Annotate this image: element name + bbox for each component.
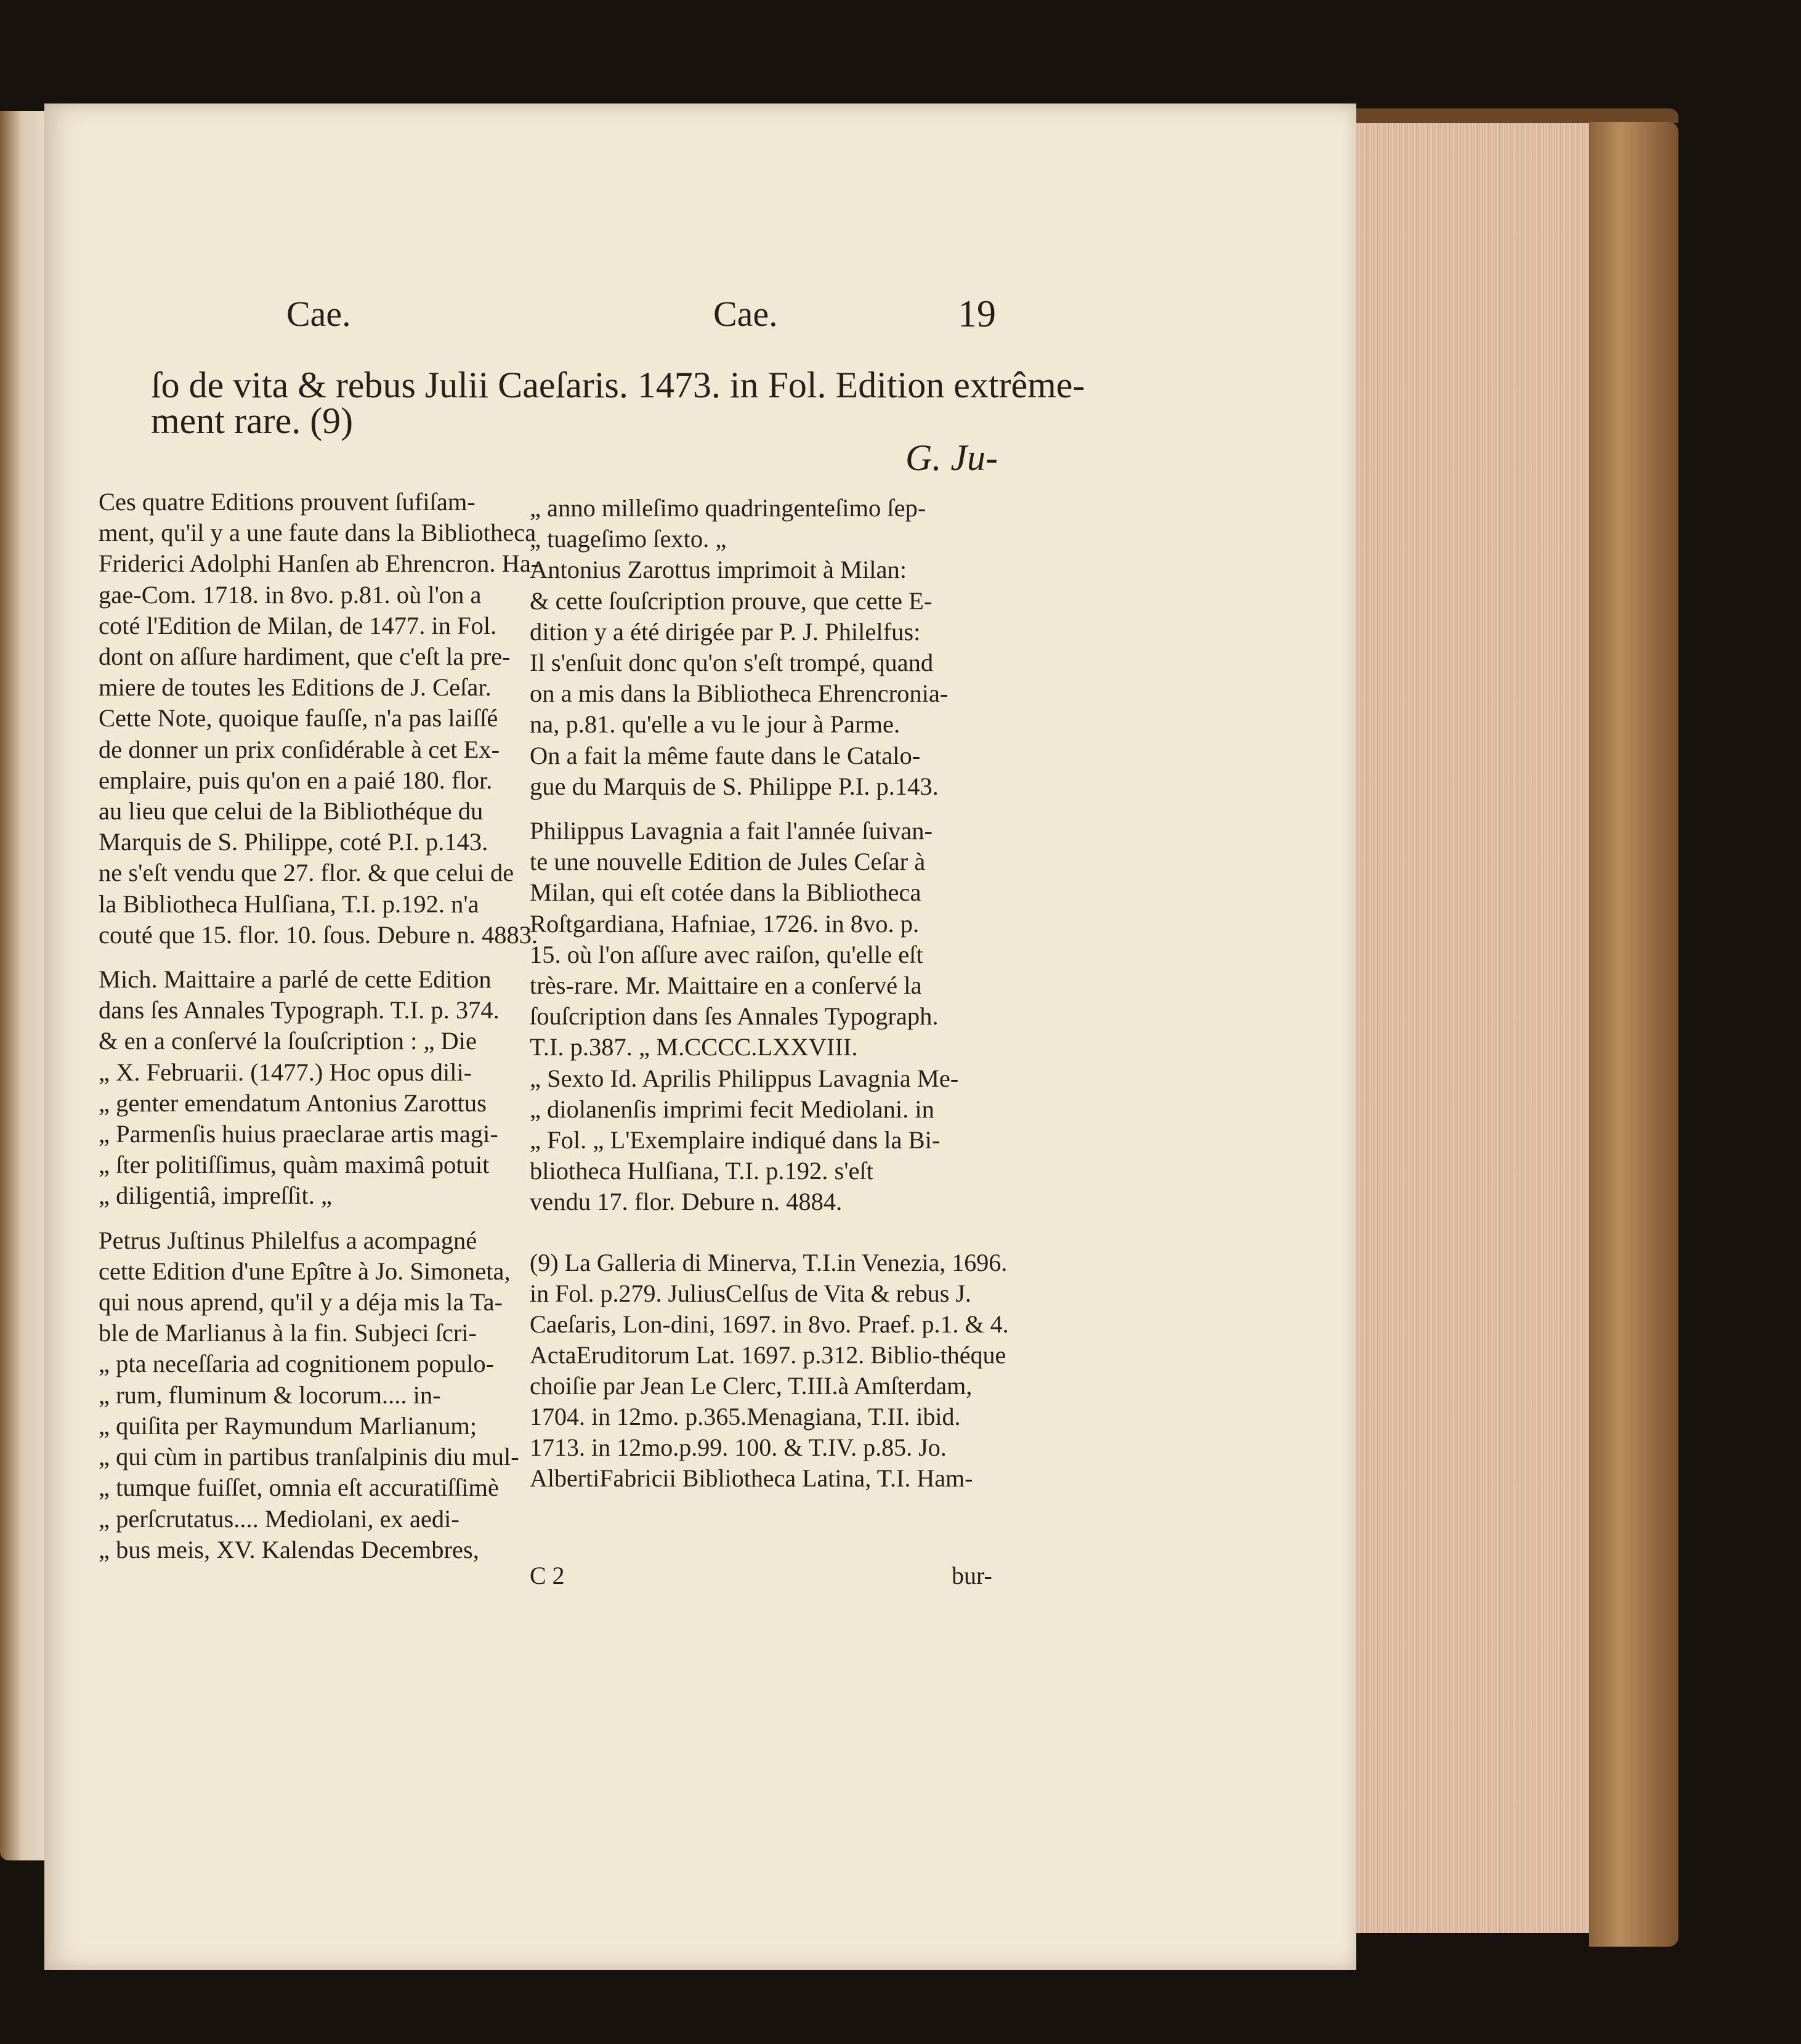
- footnote-line: dini, 1697. in 8vo. Praef. p.1. & 4. Acta: [530, 1310, 1009, 1369]
- text-line: ble de Marlianus à la fin. Subjeci ſcri-: [99, 1319, 477, 1347]
- text-line: on a mis dans la Bibliotheca Ehrencronia-: [530, 679, 949, 708]
- text-line: ment, qu'il y a une faute dans la Bibliotheca: [99, 519, 536, 547]
- footnote-line: Fabricii Bibliotheca Latina, T.I. Ham-: [599, 1464, 973, 1492]
- text-line: couté que 15. flor. 10. ſous. Debure n. 4883.: [99, 920, 538, 949]
- page-catchword: bur-: [952, 1562, 992, 1589]
- text-line: au lieu que celui de la Bibliothéque du: [99, 797, 484, 825]
- text-line: & cette ſouſcription prouve, que cette E-: [530, 586, 933, 615]
- text-line: dition y a été dirigée par P. J. Philelfus:: [530, 617, 921, 646]
- text-line: Ces quatre Editions prouvent ſufiſam-: [99, 488, 476, 516]
- page-block-edges: [1334, 108, 1629, 1933]
- text-line: ne s'eſt vendu que 27. flor. & que celui de: [99, 859, 514, 887]
- text-line: très-rare. Mr. Maittaire en a conſervé la: [530, 971, 922, 1000]
- text-line: Roſtgardiana, Hafniae, 1726. in 8vo. p.: [530, 909, 920, 938]
- text-line: „ Fol. „ L'Exemplaire indiqué dans la Bi-: [530, 1126, 941, 1154]
- signature-mark: C 2: [530, 1562, 565, 1589]
- book-cover-top: [1334, 108, 1678, 123]
- text-line: na, p.81. qu'elle a vu le jour à Parme.: [530, 710, 900, 739]
- text-line: „ X. Februarii. (1477.) Hoc opus dili-: [99, 1058, 472, 1086]
- title-catchword: G. Ju-: [905, 437, 998, 478]
- footnote-line: Celſus de Vita & rebus J. Caeſaris, Lon-: [530, 1280, 971, 1338]
- text-line: „ diligentiâ, impreſſit. „: [99, 1182, 333, 1210]
- entry-title-line-1: ſo de vita & rebus Julii Caeſaris. 1473. in Fol. Edition extrême-: [151, 365, 1085, 405]
- text-line: „ anno milleſimo quadringenteſimo ſep-: [530, 494, 926, 522]
- footnote-line: in Venezia, 1696. in Fol. p.279. Julius: [530, 1249, 1008, 1307]
- text-line: dans ſes Annales Typograph. T.I. p. 374.: [99, 996, 500, 1024]
- text-line: „ bus meis, XV. Kalendas Decembres,: [99, 1535, 479, 1563]
- footnote-line: p.99. 100. & T.IV. p.85. Jo. Alberti: [530, 1434, 947, 1492]
- running-head-left: Cae.: [286, 294, 351, 334]
- left-text-column: [99, 487, 540, 1565]
- text-line: „ Sexto Id. Aprilis Philippus Lavagnia Me-: [530, 1064, 959, 1092]
- footnote-line: Eruditorum Lat. 1697. p.312. Biblio-: [576, 1341, 941, 1369]
- footnote-line: (9) La Galleria di Minerva, T.I.: [530, 1249, 837, 1276]
- text-line: „ pta neceſſaria ad cognitionem populo-: [99, 1350, 495, 1378]
- text-line: te une nouvelle Edition de Jules Ceſar à: [530, 848, 926, 876]
- text-line: dont on aſſure hardiment, que c'eſt la pre-: [99, 643, 511, 671]
- text-line: Friderici Adolphi Hanſen ab Ehrencron. Ha-: [99, 550, 540, 578]
- text-line: „ ſter politiſſimus, quàm maximâ potuit: [99, 1151, 490, 1179]
- text-line: „ perſcrutatus.... Mediolani, ex aedi-: [99, 1504, 459, 1533]
- page-number: 19: [958, 293, 996, 335]
- text-line: Mich. Maittaire a parlé de cette Edition: [99, 965, 492, 994]
- text-line: de donner un prix conſidérable à cet Ex-: [99, 735, 500, 763]
- text-line: gue du Marquis de S. Philippe P.I. p.143.: [530, 772, 939, 800]
- book-cover: [1589, 122, 1678, 1947]
- text-line: Cette Note, quoique fauſſe, n'a pas laiſſé: [99, 704, 498, 732]
- text-line: „ Parmenſis huius praeclarae artis magi-: [99, 1120, 498, 1148]
- text-line: & en a conſervé la ſouſcription : „ Die: [99, 1027, 477, 1055]
- text-line: bliotheca Hulſiana, T.I. p.192. s'eſt: [530, 1157, 874, 1185]
- text-line: 15. où l'on aſſure avec raiſon, qu'elle eſt: [530, 940, 923, 968]
- text-line: „ diolanenſis imprimi fecit Mediolani. in: [530, 1095, 934, 1123]
- text-line: la Bibliotheca Hulſiana, T.I. p.192. n'a: [99, 890, 479, 918]
- paragraph-gap: [99, 1212, 511, 1225]
- text-line: vendu 17. flor. Debure n. 4884.: [530, 1188, 843, 1216]
- text-line: Milan, qui eſt cotée dans la Bibliotheca: [530, 878, 921, 907]
- text-line: emplaire, puis qu'on en a paié 180. flor.: [99, 766, 493, 794]
- text-line: Petrus Juſtinus Philelfus a acompagné: [99, 1226, 477, 1254]
- running-head-center: Cae.: [713, 294, 778, 334]
- text-line: „ tumque fuiſſet, omnia eſt accuratiſſimè: [99, 1474, 500, 1502]
- text-line: „ qui cùm in partibus tranſalpinis diu mul-: [99, 1443, 519, 1471]
- text-line: „ tuageſimo ſexto. „: [530, 525, 727, 553]
- paragraph-gap: [530, 802, 1010, 816]
- text-line: qui nous aprend, qu'il y a déja mis la Ta-: [99, 1288, 503, 1316]
- text-line: „ rum, fluminum & locorum.... in-: [99, 1381, 441, 1409]
- text-line: coté l'Edition de Milan, de 1477. in Fol.: [99, 611, 497, 639]
- text-line: Antonius Zarottus imprimoit à Milan:: [530, 556, 907, 584]
- text-line: Il s'enſuit donc qu'on s'eſt trompé, quand: [530, 649, 934, 677]
- text-line: „ quiſita per Raymundum Marlianum;: [99, 1411, 477, 1440]
- text-line: „ genter emendatum Antonius Zarottus: [99, 1089, 487, 1117]
- footnote-block: [530, 1247, 1010, 1494]
- paragraph-gap: [99, 951, 511, 964]
- footnote-line: Menagiana, T.II. ibid. 1713. in 12mo.: [530, 1403, 961, 1461]
- text-line: T.I. p.387. „ M.CCCC.LXXVIII.: [530, 1033, 858, 1061]
- text-line: cette Edition d'une Epître à Jo. Simoneta,: [99, 1257, 511, 1285]
- text-line: Marquis de S. Philippe, coté P.I. p.143.: [99, 828, 488, 856]
- text-line: Philippus Lavagnia a fait l'année ſuivan-: [530, 817, 933, 845]
- text-line: On a fait la même faute dans le Catalo-: [530, 741, 921, 769]
- text-line: gae-Com. 1718. in 8vo. p.81. où l'on a: [99, 580, 482, 609]
- footnote-line: à Amſterdam, 1704. in 12mo. p.365.: [530, 1372, 973, 1430]
- footnote-line: théque choiſie par Jean Le Clerc, T.III.: [530, 1341, 1006, 1400]
- right-text-column: [530, 493, 1010, 1218]
- entry-title-line-2: ment rare. (9): [151, 400, 354, 441]
- text-line: ſouſcription dans ſes Annales Typograph.: [530, 1002, 939, 1031]
- text-line: miere de toutes les Editions de J. Ceſar.: [99, 673, 492, 702]
